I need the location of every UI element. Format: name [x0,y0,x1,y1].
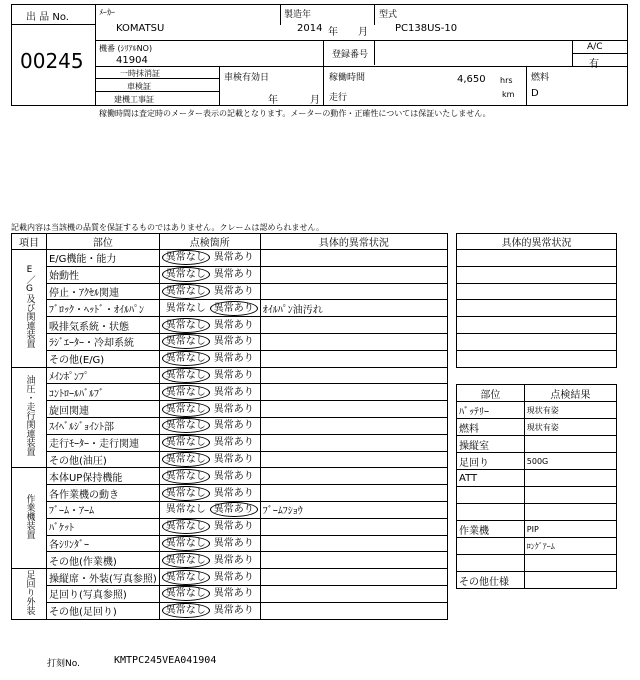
detail-cell [260,333,447,350]
results-row [457,572,617,589]
temporary-cancel-label: 一時抹消証 [120,69,160,78]
detail-box-cell [457,300,617,317]
table-row [12,317,448,334]
part-cell: ﾌﾞﾛｯｸ・ﾍｯﾄﾞ・ｵｲﾙﾊﾟﾝ [46,300,159,317]
header-box [11,4,628,106]
table-row [12,485,448,502]
status-ok: 異常なし [162,284,210,299]
status-ng: 異常あり [213,269,254,281]
results-value [524,470,616,487]
detail-box [456,233,617,368]
status-ng: 異常あり [213,420,254,432]
detail-box-cell [457,350,617,367]
results-value: 現状有姿 [524,402,616,419]
group-label-text: E／G及び関連装置 [24,265,35,349]
detail-box-row [457,333,617,350]
detail-box-row [457,317,617,334]
check-cell [159,569,260,586]
status-ng: 異常あり [213,605,254,617]
status-ng: 異常あり [213,285,254,297]
status-ng: 異常あり [213,588,254,600]
check-cell [159,350,260,367]
check-cell [159,367,260,384]
detail-cell [260,266,447,283]
check-cell [159,300,260,317]
fuel-label: 燃料 [531,73,550,83]
part-cell: ﾊﾞｹｯﾄ [46,518,159,535]
part-cell: 足回り(写真参照) [46,585,159,602]
results-value [524,487,616,504]
fuel-value: D [531,88,539,99]
detail-cell [260,317,447,334]
status-ng: 異常あり [213,521,254,533]
check-cell [159,468,260,485]
results-value [524,504,616,521]
status-ok: 異常なし [162,402,210,417]
status-ng: 異常あり [210,502,258,517]
results-part: ATT [457,470,525,487]
check-cell [159,501,260,518]
inspection-cert-label: 車検証 [127,82,151,91]
results-part [457,487,525,504]
check-cell [159,485,260,502]
part-cell: その他(E/G) [46,350,159,367]
part-cell: ﾒｲﾝﾎﾟﾝﾌﾟ [46,367,159,384]
detail-cell: ﾌﾞｰﾑﾌｼｮｳ [260,501,447,518]
inspection-table [11,233,448,620]
maker-label: ﾒｰｶｰ [99,8,115,17]
part-cell: E/G機能・能力 [46,250,159,267]
status-ng: 異常あり [213,487,254,499]
status-ng: 異常あり [213,571,254,583]
part-cell: 停止・ｱｸｾﾙ関連 [46,283,159,300]
stamp-label: 打刻No. [47,659,80,669]
status-ok: 異常なし [162,603,210,618]
results-value [524,436,616,453]
year-unit: 年 [328,27,338,38]
detail-box-cell [457,250,617,267]
table-row [12,468,448,485]
check-cell [159,451,260,468]
table-row [12,585,448,602]
status-ng: 異常あり [213,437,254,449]
status-ok: 異常なし [162,586,210,601]
detail-box-title: 具体的異常状況 [457,234,617,250]
table-row [12,300,448,317]
inspection-valid-label: 車検有効日 [224,73,270,83]
results-part: 燃料 [457,419,525,436]
results-row [457,419,617,436]
detail-cell [260,552,447,569]
hours-unit: hrs [500,76,513,85]
results-value [524,572,616,589]
results-row [457,470,617,487]
part-cell: 各作業機の動き [46,485,159,502]
results-part: 操縦室 [457,436,525,453]
status-ok: 異常なし [162,334,210,349]
part-cell: ｽｲﾍﾞﾙｼﾞｮｲﾝﾄ部 [46,417,159,434]
results-part: 足回り [457,453,525,470]
group-label [12,250,47,368]
detail-cell [260,518,447,535]
status-ok: 異常なし [162,536,210,551]
results-header-part: 部位 [457,385,525,402]
table-row [12,602,448,619]
header-check: 点検箇所 [159,234,260,250]
status-ok: 異常なし [162,318,210,333]
results-part: ﾊﾞｯﾃﾘｰ [457,402,525,419]
month-unit: 月 [358,27,368,38]
construction-cert-label: 建機工事証 [114,95,154,104]
status-ok: 異常なし [162,452,210,467]
results-row [457,521,617,538]
detail-box-row [457,350,617,367]
status-ok: 異常なし [162,553,210,568]
detail-cell [260,250,447,267]
detail-cell [260,602,447,619]
results-header-result: 点検結果 [524,385,616,402]
results-part [457,555,525,572]
group-label [12,468,47,569]
check-cell [159,535,260,552]
check-cell [159,518,260,535]
table-row [12,350,448,367]
hours-value: 4,650 [457,74,486,85]
status-ng: 異常あり [213,470,254,482]
status-ok: 異常なし [162,368,210,383]
part-cell: 本体UP保持機能 [46,468,159,485]
year-label: 製造年 [284,10,312,20]
status-ok: 異常なし [162,486,210,501]
table-row [12,250,448,267]
serial-label: 機番 (ｼﾘｱﾙNO) [99,44,153,53]
part-cell: 各ｼﾘﾝﾀﾞｰ [46,535,159,552]
status-ok: 異常なし [162,435,210,450]
check-cell [159,401,260,418]
check-cell [159,384,260,401]
status-ng: 異常あり [210,301,258,316]
part-cell: 吸排気系統・状態 [46,317,159,334]
check-cell [159,585,260,602]
results-row [457,538,617,555]
status-ng: 異常あり [213,453,254,465]
group-label [12,569,47,619]
group-label [12,367,47,468]
status-ng: 異常あり [213,319,254,331]
part-cell: その他(足回り) [46,602,159,619]
table-row [12,552,448,569]
detail-box-cell [457,283,617,300]
detail-box-row [457,283,617,300]
detail-cell: ｵｲﾙﾊﾟﾝ油汚れ [260,300,447,317]
status-ok: 異常なし [162,267,210,282]
part-cell: ﾗｼﾞｴｰﾀｰ・冷却系統 [46,333,159,350]
part-cell: その他(作業機) [46,552,159,569]
detail-cell [260,367,447,384]
status-ng: 異常あり [213,403,254,415]
table-row [12,384,448,401]
detail-cell [260,434,447,451]
meter-note: 稼働時間は査定時のメーター表示の記載となります。メーターの動作・正確性については保証いたしません。 [99,109,491,118]
table-row [12,451,448,468]
detail-cell [260,417,447,434]
check-cell [159,250,260,267]
table-row [12,283,448,300]
group-label-text: 油圧・走行関連装置 [24,375,35,457]
status-ok: 異常なし [162,519,210,534]
ac-label: A/C [587,42,603,52]
status-ok: 異常なし [162,351,210,366]
results-table [456,384,617,589]
stamp-value: KMTPC245VEA041904 [114,655,217,666]
status-ng: 異常あり [213,369,254,381]
results-part: 作業機 [457,521,525,538]
status-ok: 異常なし [162,385,210,400]
results-row [457,453,617,470]
detail-cell [260,451,447,468]
detail-box-row [457,250,617,267]
part-cell: 走行ﾓｰﾀｰ・走行関連 [46,434,159,451]
detail-box-cell [457,333,617,350]
check-cell [159,417,260,434]
detail-box-cell [457,317,617,334]
header-item: 項目 [12,234,47,250]
table-row [12,535,448,552]
table-row [12,333,448,350]
check-cell [159,283,260,300]
model-label: 型式 [379,10,398,20]
part-cell: ﾌﾞｰﾑ・ｱｰﾑ [46,501,159,518]
detail-cell [260,384,447,401]
table-row [12,569,448,586]
hours-label: 稼働時間 [329,73,366,83]
table-row [12,417,448,434]
disclaimer: 記載内容は当該機の品質を保証するものではありません。クレームは認められません。 [11,223,324,232]
status-ng: 異常あり [213,537,254,549]
group-label-text: 足回り外装 [24,569,35,615]
status-ng: 異常あり [213,554,254,566]
lot-number: 00245 [20,49,84,73]
table-row [12,518,448,535]
table-row [12,367,448,384]
detail-cell [260,485,447,502]
detail-cell [260,401,447,418]
ac-value: 有 [589,59,599,70]
inspection-month-unit: 月 [310,95,320,106]
results-row [457,504,617,521]
km-label: 走行 [329,93,348,103]
status-ok: 異常なし [165,504,206,516]
detail-box-row [457,266,617,283]
part-cell: その他(油圧) [46,451,159,468]
status-ok: 異常なし [162,570,210,585]
km-unit: km [502,90,515,99]
table-row [12,266,448,283]
header-part: 部位 [46,234,159,250]
results-value: ﾛﾝｸﾞｱｰﾑ [524,538,616,555]
maker-value: KOMATSU [116,23,165,34]
header-detail: 具体的異常状況 [260,234,447,250]
results-row [457,487,617,504]
check-cell [159,317,260,334]
detail-cell [260,350,447,367]
detail-cell [260,468,447,485]
check-cell [159,552,260,569]
status-ok: 異常なし [165,302,206,314]
results-part [457,538,525,555]
detail-cell [260,535,447,552]
group-label-text: 作業機装置 [24,494,35,540]
check-cell [159,434,260,451]
registration-label: 登録番号 [332,50,369,60]
year-value: 2014 [297,23,323,34]
detail-box-cell [457,266,617,283]
detail-cell [260,569,447,586]
results-value: 現状有姿 [524,419,616,436]
table-row [12,501,448,518]
serial-value: 41904 [116,55,148,66]
table-row [12,434,448,451]
status-ng: 異常あり [213,336,254,348]
part-cell: 操縦席・外装(写真参照) [46,569,159,586]
results-row [457,436,617,453]
model-value: PC138US-10 [395,23,458,34]
results-value [524,555,616,572]
status-ng: 異常あり [213,252,254,264]
results-value: PIP [524,521,616,538]
results-part [457,504,525,521]
check-cell [159,602,260,619]
check-cell [159,333,260,350]
results-row [457,555,617,572]
detail-cell [260,283,447,300]
status-ok: 異常なし [162,418,210,433]
results-row [457,402,617,419]
detail-cell [260,585,447,602]
part-cell: 始動性 [46,266,159,283]
table-row [12,401,448,418]
results-part: その他仕様 [457,572,525,589]
part-cell: ｺﾝﾄﾛｰﾙﾊﾞﾙﾌﾞ [46,384,159,401]
status-ng: 異常あり [213,386,254,398]
status-ok: 異常なし [162,469,210,484]
inspection-year-unit: 年 [268,95,278,106]
status-ok: 異常なし [162,250,210,265]
part-cell: 旋回関連 [46,401,159,418]
status-ng: 異常あり [213,353,254,365]
results-value: 500G [524,453,616,470]
lot-label: 出 品 No. [26,12,69,23]
detail-box-row [457,300,617,317]
check-cell [159,266,260,283]
